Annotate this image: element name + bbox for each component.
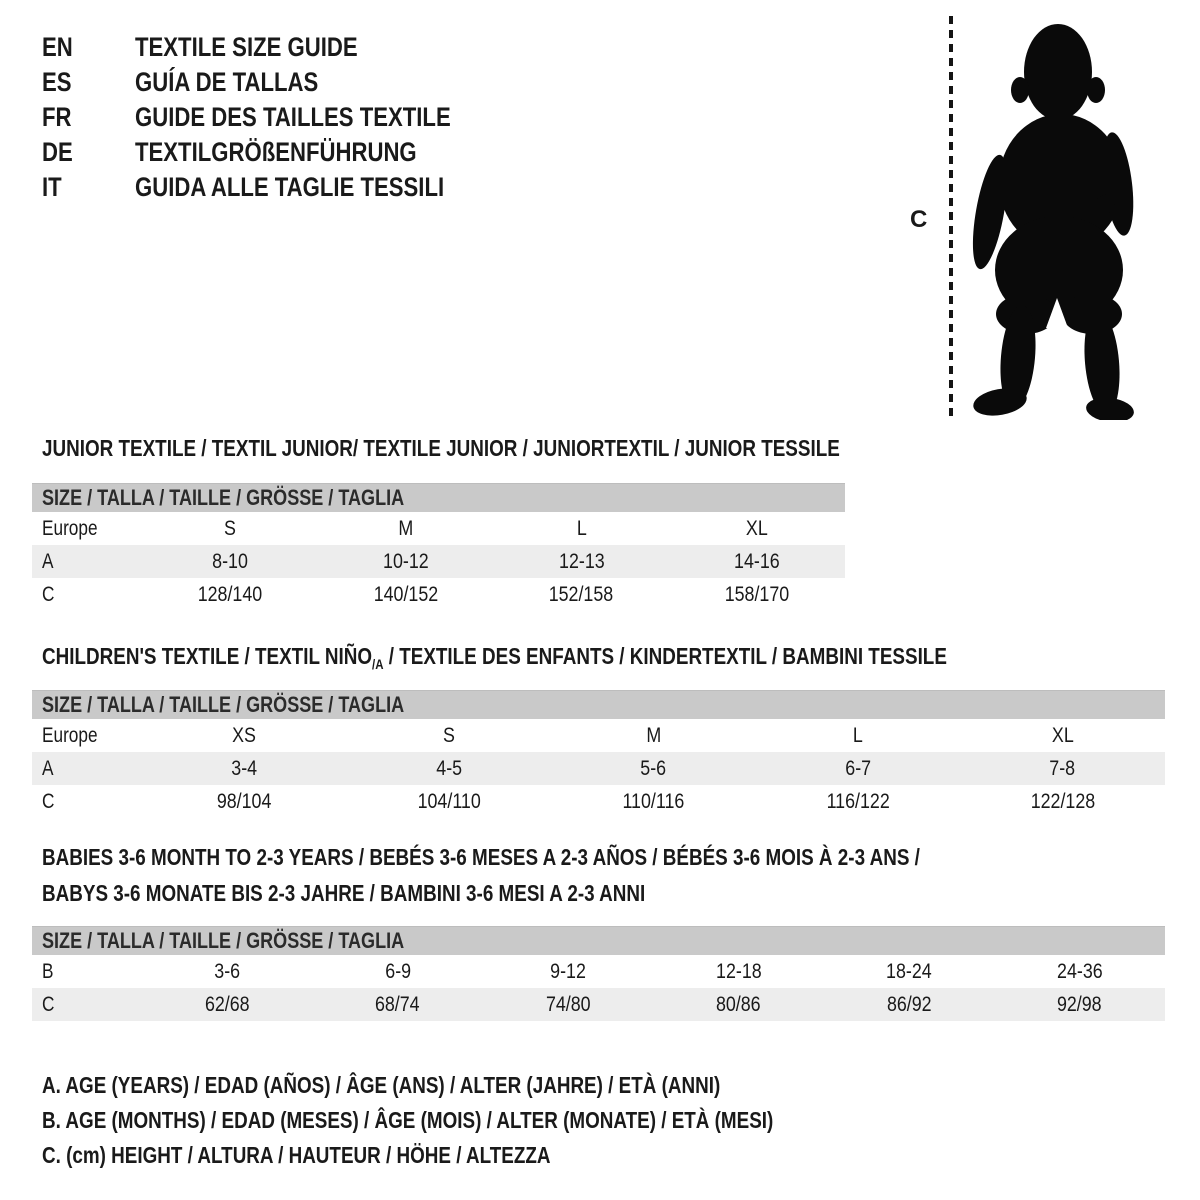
table-row [32, 512, 845, 545]
lang-row-fr [42, 100, 520, 135]
legend-line-b: B. AGE (MONTHS) / EDAD (MESES) / ÂGE (MOIS) / ALTER (MONATE) / ETÀ (MESI) [42, 1107, 774, 1133]
months-cell: 6-9 [384, 959, 411, 983]
babies-size-table [32, 926, 1165, 1021]
height-cell: 86/92 [886, 992, 932, 1016]
age-cell: 3-4 [231, 756, 258, 780]
age-cell: 6-7 [845, 756, 871, 780]
height-cell: 158/170 [724, 582, 790, 606]
months-cell: 3-6 [214, 959, 241, 983]
lang-code: EN [42, 32, 73, 62]
size-cell: L [576, 516, 587, 540]
size-cell: S [442, 723, 455, 747]
age-cell: 7-8 [1049, 756, 1076, 780]
size-cell: M [398, 516, 414, 540]
age-cell: 8-10 [212, 549, 248, 573]
guide-title-it: GUIDA ALLE TAGLIE TESSILI [135, 172, 445, 202]
row-label: Europe [42, 516, 98, 540]
height-cell: 62/68 [204, 992, 250, 1016]
height-measure-dashed-line [949, 16, 953, 416]
babies-section-title: BABIES 3-6 MONTH TO 2-3 YEARS / BEBÉS 3-6 MESES A 2-3 AÑOS / BÉBÉS 3-6 MOIS À 2-3 ANS / BABYS 3-6 MONATE BIS 2-3 JAHRE / BAMBINI 3-6 MESI A 2-3 ANNI [42, 844, 920, 906]
size-cell: L [853, 723, 864, 747]
height-cell: 110/116 [622, 789, 685, 813]
size-cell: XS [232, 723, 257, 747]
height-cell: 116/122 [826, 789, 890, 813]
table-row [32, 752, 1165, 785]
height-cell: 74/80 [545, 992, 591, 1016]
table-row [32, 955, 1165, 988]
row-label: C [42, 789, 55, 813]
age-cell: 12-13 [558, 549, 605, 573]
legend-line-c: C. (cm) HEIGHT / ALTURA / HAUTEUR / HÖHE / ALTEZZA [42, 1142, 551, 1168]
row-label: B [42, 959, 54, 983]
guide-title-en: TEXTILE SIZE GUIDE [135, 32, 358, 62]
measure-c-label: C [910, 206, 928, 233]
height-cell: 140/152 [373, 582, 438, 606]
months-cell: 9-12 [550, 959, 587, 983]
junior-size-table [32, 483, 845, 611]
height-cell: 152/158 [549, 582, 614, 606]
row-label: A [42, 756, 54, 780]
table-row [32, 719, 1165, 752]
height-cell: 122/128 [1030, 789, 1095, 813]
children-table-header: SIZE / TALLA / TAILLE / GRÖSSE / TAGLIA [32, 690, 1165, 719]
table-row [32, 578, 845, 611]
junior-table-header: SIZE / TALLA / TAILLE / GRÖSSE / TAGLIA [32, 483, 845, 512]
height-cell: 98/104 [216, 789, 272, 813]
size-cell: M [646, 723, 661, 747]
table-row [32, 785, 1165, 818]
months-cell: 18-24 [886, 959, 933, 983]
height-cell: 80/86 [716, 992, 762, 1016]
row-label: C [42, 992, 55, 1016]
junior-section-title: JUNIOR TEXTILE / TEXTIL JUNIOR/ TEXTILE JUNIOR / JUNIORTEXTIL / JUNIOR TESSILE [42, 435, 840, 461]
nino-a-subscript: /A [372, 656, 384, 672]
size-cell: XL [1051, 723, 1074, 747]
size-cell: S [223, 516, 236, 540]
language-title-list [42, 30, 520, 205]
row-label: C [42, 582, 55, 606]
lang-code: IT [42, 172, 62, 202]
age-cell: 10-12 [382, 549, 429, 573]
legend [42, 1068, 934, 1173]
guide-title-fr: GUIDE DES TAILLES TEXTILE [135, 102, 451, 132]
table-row [32, 988, 1165, 1021]
lang-row-de [42, 135, 520, 170]
children-section-title: CHILDREN'S TEXTILE / TEXTIL $NIÑO_{/A}$ / TEXTILE DES ENFANTS / KINDERTEXTIL / BAMBINI TESSILE [42, 643, 947, 672]
guide-title-es: GUÍA DE TALLAS [135, 67, 319, 97]
row-label: A [42, 549, 54, 573]
months-cell: 12-18 [715, 959, 762, 983]
row-label: Europe [42, 723, 98, 747]
size-cell: XL [746, 516, 769, 540]
lang-row-en [42, 30, 520, 65]
lang-code: ES [42, 67, 72, 97]
age-cell: 14-16 [734, 549, 780, 573]
guide-title-de: TEXTILGRÖßENFÜHRUNG [135, 137, 417, 167]
lang-row-it [42, 170, 520, 205]
toddler-silhouette-icon [966, 12, 1144, 420]
lang-row-es [42, 65, 520, 100]
height-cell: 128/140 [197, 582, 263, 606]
lang-code: FR [42, 102, 72, 132]
legend-line-a: A. AGE (YEARS) / EDAD (AÑOS) / ÂGE (ANS) / ALTER (JAHRE) / ETÀ (ANNI) [42, 1072, 721, 1098]
age-cell: 4-5 [435, 756, 462, 780]
months-cell: 24-36 [1056, 959, 1103, 983]
age-cell: 5-6 [640, 756, 667, 780]
children-size-table [32, 690, 1165, 818]
height-cell: 68/74 [375, 992, 421, 1016]
lang-code: DE [42, 137, 73, 167]
height-cell: 92/98 [1057, 992, 1103, 1016]
table-row [32, 545, 845, 578]
height-cell: 104/110 [417, 789, 481, 813]
babies-table-header: SIZE / TALLA / TAILLE / GRÖSSE / TAGLIA [32, 926, 1165, 955]
